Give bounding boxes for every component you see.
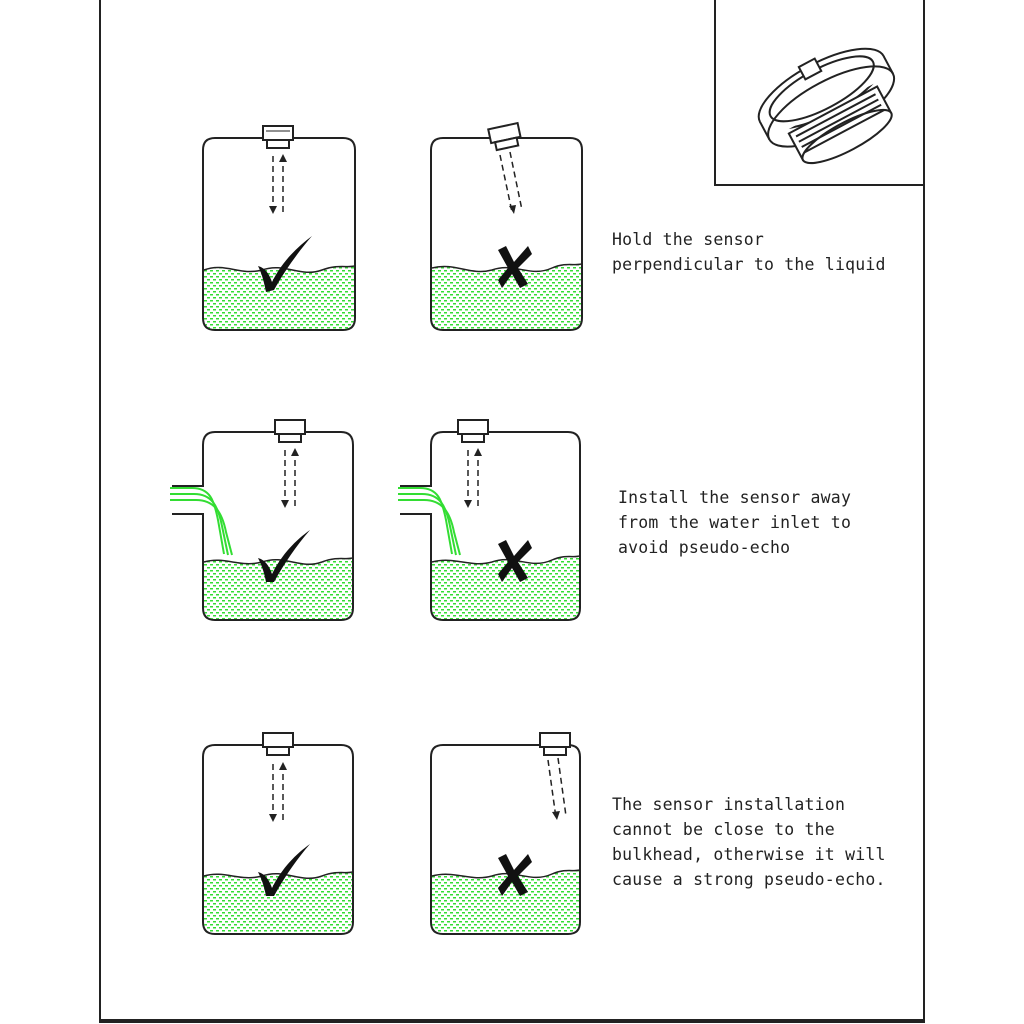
- sensor-product-inset: [715, 0, 924, 185]
- caption-away-from-inlet: [618, 485, 851, 560]
- caption-line: Install the sensor away: [618, 488, 852, 507]
- caption-line: cannot be close to the: [612, 820, 835, 839]
- caption-line: avoid pseudo-echo: [618, 538, 791, 557]
- tank-incorrect-near-wall: [431, 733, 580, 934]
- ultrasonic-sensor-icon: [275, 420, 305, 442]
- ultrasonic-sensor-icon: [263, 733, 293, 755]
- ultrasonic-sensor-icon: [263, 126, 293, 148]
- tank-correct-away-from-inlet: [170, 420, 353, 620]
- ultrasonic-sensor-icon: [540, 733, 570, 755]
- caption-line: perpendicular to the liquid: [612, 255, 886, 274]
- tank-incorrect-near-inlet: [398, 420, 580, 620]
- tank-correct-away-from-wall: [203, 733, 353, 934]
- caption-line: The sensor installation: [612, 795, 846, 814]
- caption-line: from the water inlet to: [618, 513, 852, 532]
- caption-line: Hold the sensor: [612, 230, 765, 249]
- caption-away-from-bulkhead: [612, 792, 886, 892]
- caption-perpendicular: [612, 227, 886, 277]
- ultrasonic-sensor-icon: [458, 420, 488, 442]
- caption-line: cause a strong pseudo-echo.: [612, 870, 886, 889]
- tank-incorrect-tilted: [431, 123, 582, 330]
- caption-line: bulkhead, otherwise it will: [612, 845, 886, 864]
- tank-correct-perpendicular: [203, 126, 355, 330]
